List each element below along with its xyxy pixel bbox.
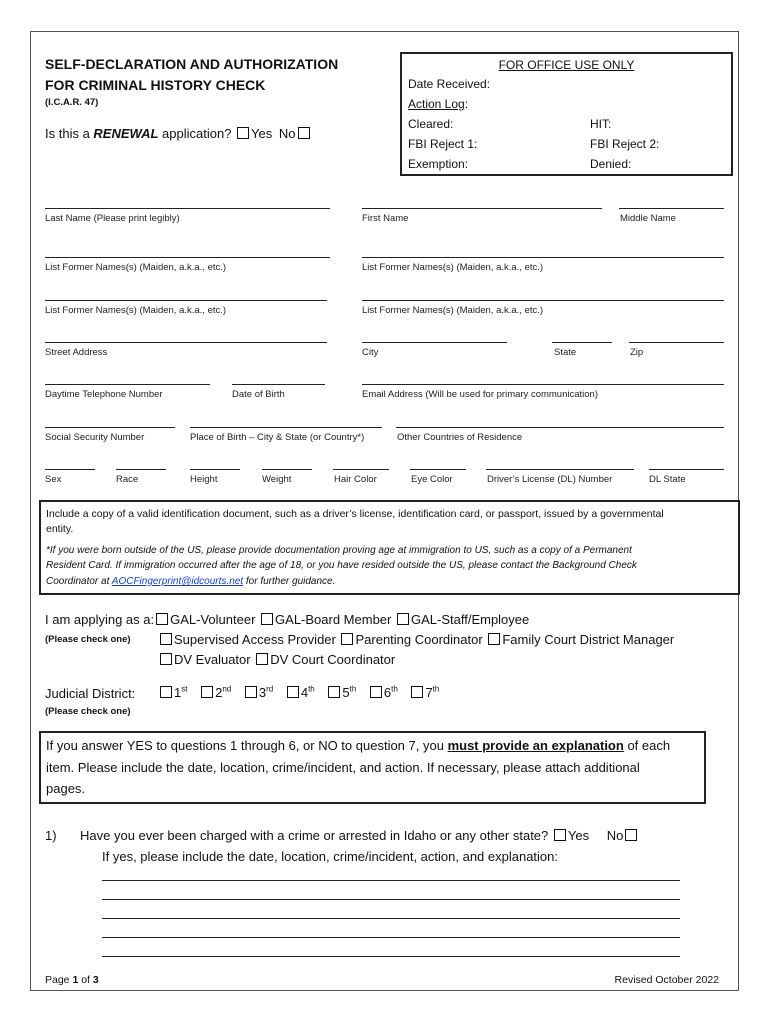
gal-volunteer-checkbox[interactable]: [156, 613, 168, 625]
id-notice-box: [39, 500, 740, 595]
former-name-label-2: List Former Names(s) (Maiden, a.k.a., etc.): [362, 262, 544, 273]
other-countries-field[interactable]: [396, 427, 724, 428]
gal-board-checkbox[interactable]: [261, 613, 273, 625]
fbi-reject-1-label: FBI Reject 1:: [408, 137, 478, 151]
rule-reference: (I.C.A.R. 47): [45, 97, 99, 108]
zip-field[interactable]: [629, 342, 724, 343]
email-field[interactable]: [362, 384, 724, 385]
dl-number-label: Driver’s License (DL) Number: [487, 474, 613, 485]
zip-label: Zip: [630, 347, 644, 358]
family-court-checkbox[interactable]: [488, 633, 500, 645]
renewal-yes-checkbox[interactable]: [237, 127, 249, 139]
explanation-line3: pages.: [46, 781, 86, 796]
action-log-label: Action Log:: [408, 97, 469, 111]
judicial-district-label: Judicial District:: [45, 686, 136, 701]
first-name-label: First Name: [362, 213, 409, 224]
former-name-label-1: List Former Names(s) (Maiden, a.k.a., etc.): [45, 262, 227, 273]
sex-field[interactable]: [45, 469, 95, 470]
sex-label: Sex: [45, 474, 62, 485]
applying-as-row2: [158, 632, 674, 647]
form-title-line1: SELF-DECLARATION AND AUTHORIZATION: [45, 56, 339, 72]
explanation-line-field-1[interactable]: [102, 880, 680, 881]
phone-field[interactable]: [45, 384, 210, 385]
district-option-3[interactable]: 3rd: [243, 685, 273, 700]
dv-evaluator-checkbox[interactable]: [160, 653, 172, 665]
district-5-checkbox[interactable]: [328, 686, 340, 698]
explanation-line-field-3[interactable]: [102, 918, 680, 919]
dob-label: Date of Birth: [232, 389, 285, 400]
question-1-number: 1): [45, 828, 57, 843]
explanation-line2: item. Please include the date, location, crime/incident, and action. If necessary, please attach additional: [46, 760, 640, 775]
former-name-field-3[interactable]: [45, 300, 327, 301]
height-field[interactable]: [190, 469, 240, 470]
renewal-no-checkbox[interactable]: [298, 127, 310, 139]
explanation-line1: If you answer YES to questions 1 through 6, or NO to question 7, you must provide an explanation of each: [46, 738, 671, 753]
id-notice-line1: Include a copy of a valid identification document, such as a driver’s license, identification card, or passport, issued by a governmental: [46, 508, 664, 520]
district-option-1[interactable]: 1st: [158, 685, 187, 700]
renewal-question: [45, 126, 312, 141]
dl-number-field[interactable]: [486, 469, 634, 470]
district-option-2[interactable]: 2nd: [199, 685, 231, 700]
dob-field[interactable]: [232, 384, 325, 385]
former-name-field-2[interactable]: [362, 257, 724, 258]
middle-name-field[interactable]: [619, 208, 724, 209]
district-option-6[interactable]: 6th: [368, 685, 398, 700]
ssn-label: Social Security Number: [45, 432, 145, 443]
fbi-reject-2-label: FBI Reject 2:: [590, 137, 660, 151]
applying-please-check: (Please check one): [45, 634, 131, 645]
weight-field[interactable]: [262, 469, 312, 470]
eye-color-label: Eye Color: [411, 474, 453, 485]
question-1-no-label: No: [606, 828, 624, 843]
renewal-suffix: application?: [158, 126, 232, 141]
email-label: Email Address (Will be used for primary communication): [362, 389, 598, 400]
immigration-note-line1: *If you were born outside of the US, please provide documentation proving age at immigration to US, such as a copy of a Permanent: [46, 545, 632, 556]
former-name-label-3: List Former Names(s) (Maiden, a.k.a., etc.): [45, 305, 227, 316]
middle-name-label: Middle Name: [620, 213, 676, 224]
gal-board-label: GAL-Board Member: [275, 612, 392, 627]
coordinator-email-link[interactable]: AOCFingerprint@idcourts.net: [111, 576, 244, 587]
explanation-notice-box: [39, 731, 706, 804]
id-notice-line2: entity.: [46, 523, 74, 535]
question-1-row: [80, 828, 639, 843]
dl-state-label: DL State: [649, 474, 686, 485]
exemption-label: Exemption:: [408, 157, 469, 171]
dv-court-coordinator-label: DV Court Coordinator: [270, 652, 396, 667]
question-1-yes-label: Yes: [567, 828, 590, 843]
district-option-4[interactable]: 4th: [285, 685, 315, 700]
hair-color-field[interactable]: [333, 469, 389, 470]
supervised-access-label: Supervised Access Provider: [174, 632, 336, 647]
state-field[interactable]: [552, 342, 612, 343]
explanation-line-field-5[interactable]: [102, 956, 680, 957]
district-2-checkbox[interactable]: [201, 686, 213, 698]
state-label: State: [554, 347, 577, 358]
applying-as-row1: [45, 612, 529, 627]
first-name-field[interactable]: [362, 208, 602, 209]
question-1-text: Have you ever been charged with a crime or arrested in Idaho or any other state?: [80, 828, 549, 843]
explanation-line-field-4[interactable]: [102, 937, 680, 938]
gal-staff-label: GAL-Staff/Employee: [410, 612, 530, 627]
gal-staff-checkbox[interactable]: [397, 613, 409, 625]
weight-label: Weight: [262, 474, 292, 485]
renewal-word: RENEWAL: [93, 126, 159, 141]
district-6-checkbox[interactable]: [370, 686, 382, 698]
phone-label: Daytime Telephone Number: [45, 389, 163, 400]
family-court-label: Family Court District Manager: [502, 632, 675, 647]
dv-evaluator-label: DV Evaluator: [174, 652, 251, 667]
dv-court-coordinator-checkbox[interactable]: [256, 653, 268, 665]
former-name-field-4[interactable]: [362, 300, 724, 301]
page-number: Page 1 of 3: [45, 974, 99, 986]
explanation-line-field-2[interactable]: [102, 899, 680, 900]
question-1-subtext: If yes, please include the date, location, crime/incident, action, and explanation:: [102, 849, 559, 864]
last-name-label: Last Name (Please print legibly): [45, 213, 180, 224]
immigration-note-line2: Resident Card. If immigration occurred after the age of 18, or you have resided outside the US, please contact the Background Check: [46, 560, 637, 571]
district-option-5[interactable]: 5th: [326, 685, 356, 700]
district-4-checkbox[interactable]: [287, 686, 299, 698]
denied-label: Denied:: [590, 157, 632, 171]
place-of-birth-field[interactable]: [190, 427, 382, 428]
street-address-label: Street Address: [45, 347, 108, 358]
question-1-yes-checkbox[interactable]: [554, 829, 566, 841]
renewal-prefix: Is this a: [45, 126, 94, 141]
height-label: Height: [190, 474, 218, 485]
revised-date: Revised October 2022: [614, 974, 719, 986]
ssn-field[interactable]: [45, 427, 175, 428]
district-1-checkbox[interactable]: [160, 686, 172, 698]
street-address-field[interactable]: [45, 342, 327, 343]
question-1-no-checkbox[interactable]: [625, 829, 637, 841]
other-countries-label: Other Countries of Residence: [397, 432, 523, 443]
former-name-field-1[interactable]: [45, 257, 330, 258]
hair-color-label: Hair Color: [334, 474, 377, 485]
gal-volunteer-label: GAL-Volunteer: [170, 612, 256, 627]
race-field[interactable]: [116, 469, 166, 470]
city-label: City: [362, 347, 379, 358]
city-field[interactable]: [362, 342, 507, 343]
cleared-label: Cleared:: [408, 117, 454, 131]
district-7-checkbox[interactable]: [411, 686, 423, 698]
supervised-access-checkbox[interactable]: [160, 633, 172, 645]
applying-as-row3: [158, 652, 395, 667]
district-3-checkbox[interactable]: [245, 686, 257, 698]
hit-label: HIT:: [590, 117, 612, 131]
last-name-field[interactable]: [45, 208, 330, 209]
district-options: [158, 685, 439, 700]
district-option-7[interactable]: 7th: [409, 685, 439, 700]
renewal-yes-label: Yes: [251, 126, 273, 141]
date-received-label: Date Received:: [408, 77, 491, 91]
immigration-note-line3: Coordinator at AOCFingerprint@idcourts.net for further guidance.: [46, 576, 336, 587]
parenting-coordinator-label: Parenting Coordinator: [355, 632, 483, 647]
office-use-heading: FOR OFFICE USE ONLY: [498, 58, 635, 72]
dl-state-field[interactable]: [649, 469, 724, 470]
office-use-box: [400, 52, 733, 176]
eye-color-field[interactable]: [410, 469, 466, 470]
former-name-label-4: List Former Names(s) (Maiden, a.k.a., etc.): [362, 305, 544, 316]
renewal-no-label: No: [278, 126, 296, 141]
district-please-check: (Please check one): [45, 706, 131, 717]
place-of-birth-label: Place of Birth – City & State (or Country*): [190, 432, 365, 443]
race-label: Race: [116, 474, 139, 485]
applying-as-label: I am applying as a:: [45, 612, 155, 627]
parenting-coordinator-checkbox[interactable]: [341, 633, 353, 645]
form-title-line2: FOR CRIMINAL HISTORY CHECK: [45, 77, 266, 93]
